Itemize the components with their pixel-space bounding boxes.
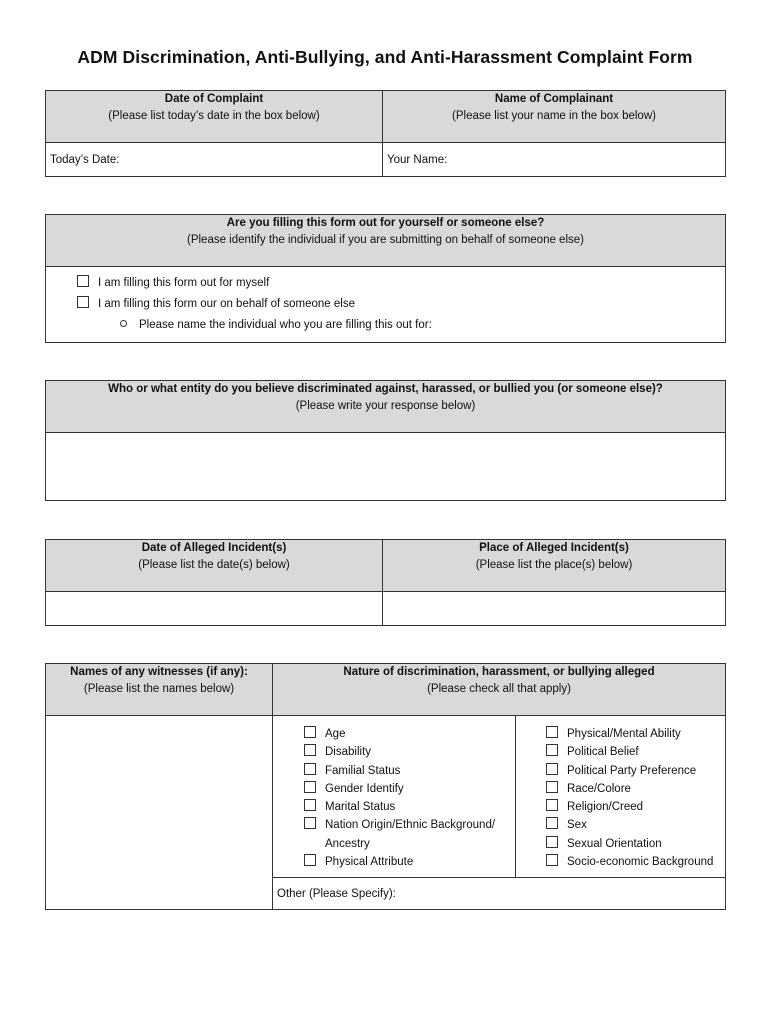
todays-date-label: Today’s Date: xyxy=(50,153,120,166)
option-label: Disability xyxy=(325,746,372,759)
checkbox-religion-creed[interactable] xyxy=(546,799,558,811)
option-race-color[interactable] xyxy=(546,780,725,798)
nature-options-right xyxy=(516,716,726,878)
option-self[interactable] xyxy=(77,273,725,294)
witness-instructions: (Please list the names below) xyxy=(83,683,235,695)
option-other-label: I am filling this form our on behalf of someone else xyxy=(98,298,355,310)
other-specify-field[interactable] xyxy=(273,878,726,910)
option-self-label: I am filling this form out for myself xyxy=(98,277,270,289)
option-label: Familial Status xyxy=(325,764,401,777)
checkbox-physical-mental-ability[interactable] xyxy=(546,726,558,738)
accused-entity-question: Who or what entity do you believe discriminated against, harassed, or bullied you (or someone else)? xyxy=(108,383,663,395)
name-of-complainant-title: Name of Complainant xyxy=(494,93,614,105)
other-specify-label: Other (Please Specify): xyxy=(277,887,396,900)
incident-place-instructions: (Please list the place(s) below) xyxy=(475,559,633,571)
option-political-party[interactable] xyxy=(546,762,725,780)
individual-name-prompt-label: Please name the individual who you are filling this out for: xyxy=(139,319,432,331)
date-of-complaint-title: Date of Complaint xyxy=(164,93,264,105)
option-disability[interactable] xyxy=(304,743,515,761)
checkbox-sex[interactable] xyxy=(546,817,558,829)
option-label: Sex xyxy=(567,819,587,832)
option-label: Sexual Orientation xyxy=(567,837,662,850)
filing-party-table xyxy=(45,214,726,343)
individual-name-prompt[interactable] xyxy=(77,315,725,336)
option-physical-attribute[interactable] xyxy=(304,853,515,871)
option-national-origin[interactable] xyxy=(304,816,515,834)
option-label: Religion/Creed xyxy=(567,801,644,814)
incident-table xyxy=(45,539,726,626)
nature-title: Nature of discrimination, harassment, or bullying alleged xyxy=(343,666,655,678)
incident-place-title: Place of Alleged Incident(s) xyxy=(479,542,629,554)
accused-entity-header xyxy=(46,381,726,433)
nature-header xyxy=(273,664,726,716)
checkbox-age[interactable] xyxy=(304,726,316,738)
option-physical-mental-ability[interactable] xyxy=(546,725,725,743)
checkbox-marital-status[interactable] xyxy=(304,799,316,811)
checkbox-political-party[interactable] xyxy=(546,763,558,775)
option-label: Nation Origin/Ethnic Background/ xyxy=(325,819,496,832)
option-age[interactable] xyxy=(304,725,515,743)
option-other[interactable] xyxy=(77,294,725,315)
option-label-continuation: Ancestry xyxy=(325,837,370,850)
nature-instructions: (Please check all that apply) xyxy=(427,683,571,695)
option-label: Political Party Preference xyxy=(567,764,697,777)
checkbox-other[interactable] xyxy=(77,296,89,308)
incident-date-header xyxy=(46,540,383,592)
checkbox-disability[interactable] xyxy=(304,744,316,756)
option-label: Marital Status xyxy=(325,801,396,814)
accused-entity-instructions: (Please write your response below) xyxy=(295,400,476,412)
date-of-complaint-header xyxy=(46,91,383,143)
filing-party-header xyxy=(46,215,726,267)
witness-header xyxy=(46,664,273,716)
option-socio-economic[interactable] xyxy=(546,853,725,871)
incident-date-instructions: (Please list the date(s) below) xyxy=(138,559,290,571)
checkbox-national-origin[interactable] xyxy=(304,817,316,829)
your-name-label: Your Name: xyxy=(387,153,448,166)
name-of-complainant-header xyxy=(383,91,726,143)
nature-options-left xyxy=(273,716,516,878)
circle-bullet-icon xyxy=(120,320,127,327)
checkbox-familial-status[interactable] xyxy=(304,763,316,775)
checkbox-race-color[interactable] xyxy=(546,781,558,793)
option-label: Physical/Mental Ability xyxy=(567,728,681,740)
option-gender-identify[interactable] xyxy=(304,780,515,798)
checkbox-gender-identify[interactable] xyxy=(304,781,316,793)
complaint-info-table xyxy=(45,90,726,177)
checkbox-political-belief[interactable] xyxy=(546,744,558,756)
incident-place-field[interactable] xyxy=(383,592,726,626)
checkbox-socio-economic[interactable] xyxy=(546,854,558,866)
option-marital-status[interactable] xyxy=(304,798,515,816)
witness-nature-table xyxy=(45,663,726,910)
todays-date-field[interactable] xyxy=(46,143,383,177)
option-national-origin-continuation xyxy=(304,835,515,853)
incident-place-header xyxy=(383,540,726,592)
accused-entity-response-field[interactable] xyxy=(46,433,726,501)
option-label: Age xyxy=(325,728,346,740)
filing-party-question: Are you filling this form out for yourself or someone else? xyxy=(226,217,545,229)
option-label: Gender Identify xyxy=(325,782,404,795)
filing-party-instructions: (Please identify the individual if you are submitting on behalf of someone else) xyxy=(187,234,584,246)
accused-entity-table xyxy=(45,380,726,501)
incident-date-field[interactable] xyxy=(46,592,383,626)
date-of-complaint-instructions: (Please list today’s date in the box below) xyxy=(108,110,320,122)
incident-date-title: Date of Alleged Incident(s) xyxy=(141,542,287,554)
option-sexual-orientation[interactable] xyxy=(546,835,725,853)
option-label: Political Belief xyxy=(567,746,639,759)
witness-title: Names of any witnesses (if any): xyxy=(70,666,248,678)
option-label: Physical Attribute xyxy=(325,856,414,869)
checkbox-physical-attribute[interactable] xyxy=(304,854,316,866)
option-religion-creed[interactable] xyxy=(546,798,725,816)
filing-party-options xyxy=(46,267,726,343)
your-name-field[interactable] xyxy=(383,143,726,177)
name-of-complainant-instructions: (Please list your name in the box below) xyxy=(452,110,656,122)
form-title: ADM Discrimination, Anti-Bullying, and Anti-Harassment Complaint Form xyxy=(77,47,693,67)
option-label: Socio-economic Background xyxy=(567,856,714,869)
option-familial-status[interactable] xyxy=(304,762,515,780)
witness-names-field[interactable] xyxy=(46,716,273,910)
option-label: Race/Colore xyxy=(567,782,631,795)
option-sex[interactable] xyxy=(546,816,725,834)
checkbox-sexual-orientation[interactable] xyxy=(546,836,558,848)
option-political-belief[interactable] xyxy=(546,743,725,761)
checkbox-self[interactable] xyxy=(77,275,89,287)
